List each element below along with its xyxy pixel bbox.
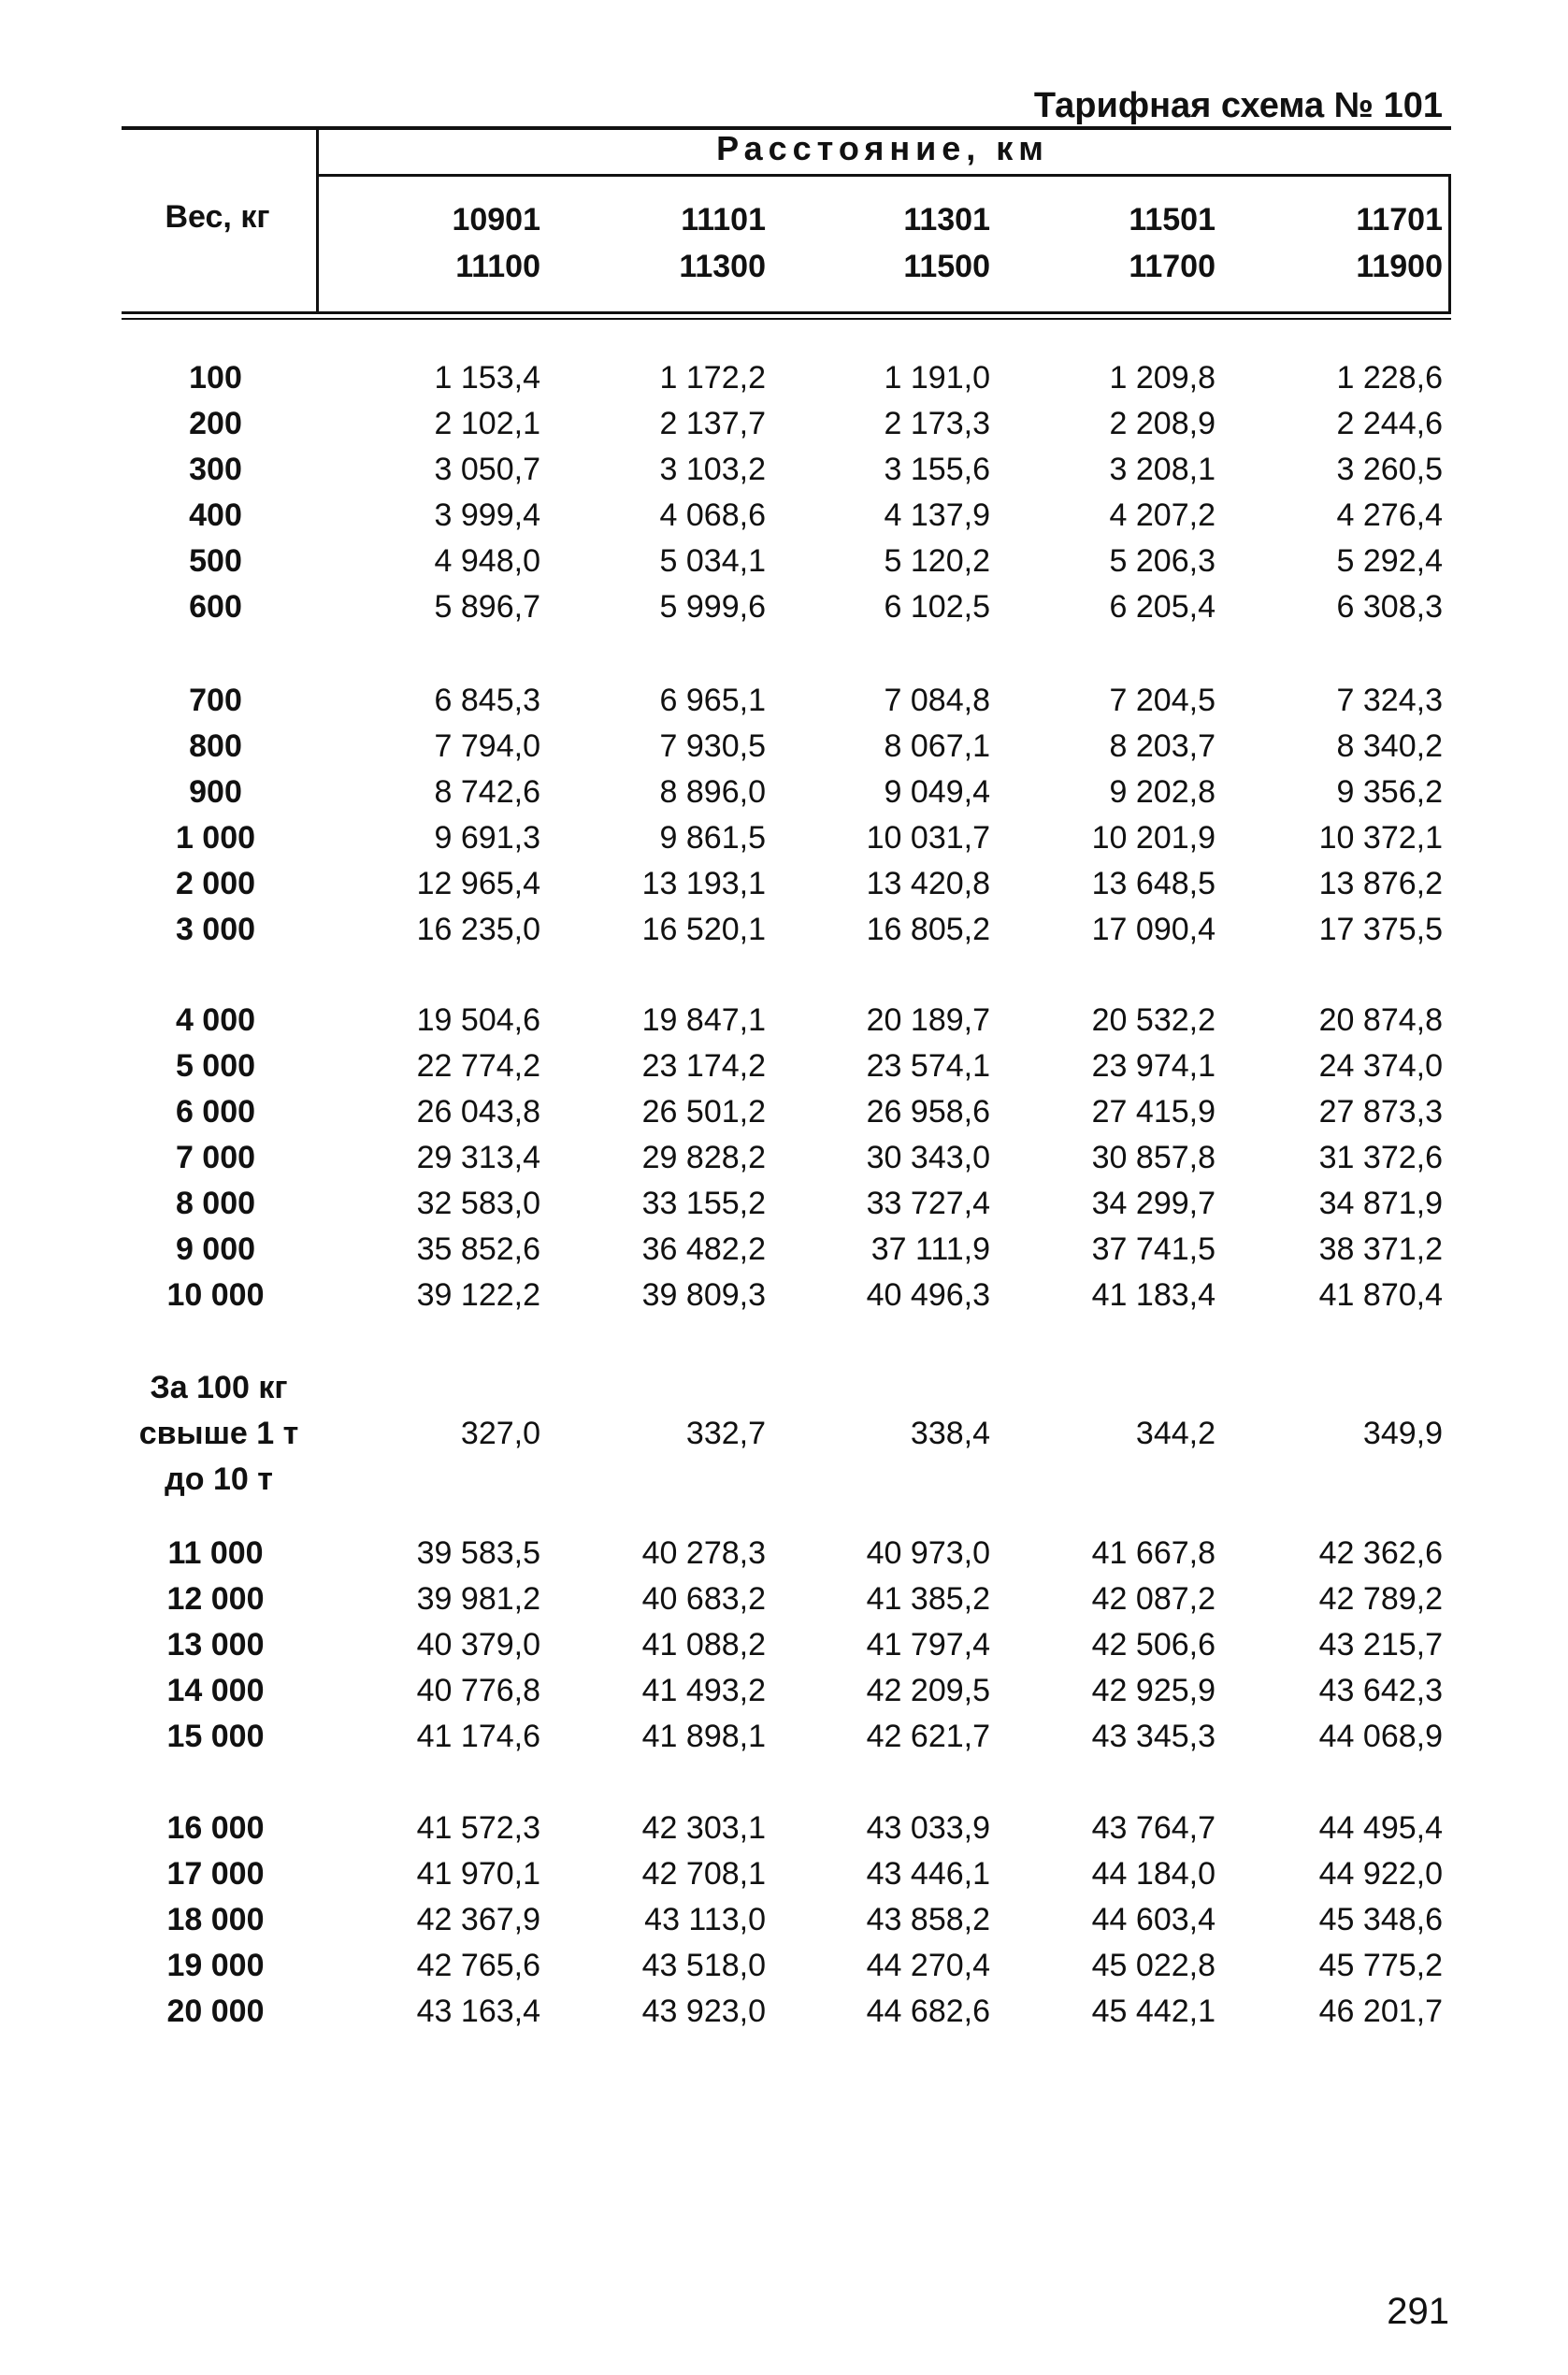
weight-label: 9 000 — [175, 1231, 256, 1267]
header-bottom-rule-1 — [122, 311, 1451, 314]
weight-label: 300 — [189, 452, 242, 487]
tariff-cell: 42 087,2 — [1091, 1581, 1216, 1617]
range-to: 11900 — [1356, 249, 1443, 284]
tariff-cell: 33 727,4 — [866, 1186, 990, 1221]
tariff-cell: 1 228,6 — [1336, 360, 1443, 396]
tariff-cell: 13 876,2 — [1318, 866, 1443, 901]
weight-label: 13 000 — [166, 1627, 265, 1662]
tariff-cell: 6 845,3 — [434, 683, 540, 718]
tariff-cell: 45 442,1 — [1091, 1994, 1216, 2029]
tariff-cell: 10 372,1 — [1318, 820, 1443, 856]
tariff-cell: 9 356,2 — [1336, 774, 1443, 810]
tariff-cell: 41 493,2 — [641, 1673, 766, 1708]
tariff-cell: 43 345,3 — [1091, 1719, 1216, 1754]
tariff-cell: 32 583,0 — [416, 1186, 540, 1221]
tariff-cell: 16 805,2 — [866, 912, 990, 947]
tariff-cell: 43 215,7 — [1318, 1627, 1443, 1662]
tariff-cell: 40 379,0 — [416, 1627, 540, 1662]
tariff-cell: 42 209,5 — [866, 1673, 990, 1708]
tariff-cell: 39 809,3 — [641, 1277, 766, 1313]
tariff-cell: 5 292,4 — [1336, 543, 1443, 579]
weight-label: 16 000 — [166, 1810, 265, 1846]
tariff-cell: 3 103,2 — [659, 452, 766, 487]
distance-underline — [316, 174, 1451, 177]
tariff-cell: 3 050,7 — [434, 452, 540, 487]
range-to: 11700 — [1129, 249, 1216, 284]
tariff-cell: 40 683,2 — [641, 1581, 766, 1617]
tariff-cell: 36 482,2 — [641, 1231, 766, 1267]
tariff-cell: 35 852,6 — [416, 1231, 540, 1267]
range-to: 11500 — [903, 249, 990, 284]
header-right-border — [1448, 174, 1451, 314]
tariff-cell: 20 189,7 — [866, 1002, 990, 1038]
tariff-cell: 39 981,2 — [416, 1581, 540, 1617]
tariff-cell: 5 206,3 — [1109, 543, 1216, 579]
tariff-cell: 42 708,1 — [641, 1856, 766, 1892]
tariff-cell: 45 348,6 — [1318, 1902, 1443, 1937]
tariff-cell: 29 828,2 — [641, 1140, 766, 1175]
tariff-cell: 7 930,5 — [659, 728, 766, 764]
tariff-cell: 39 122,2 — [416, 1277, 540, 1313]
tariff-cell: 4 068,6 — [659, 497, 766, 533]
tariff-cell: 42 362,6 — [1318, 1535, 1443, 1571]
page-number: 291 — [1387, 2291, 1449, 2332]
tariff-cell: 6 308,3 — [1336, 589, 1443, 625]
tariff-cell: 7 794,0 — [434, 728, 540, 764]
tariff-cell: 41 183,4 — [1091, 1277, 1216, 1313]
tariff-cell: 3 260,5 — [1336, 452, 1443, 487]
tariff-cell: 23 574,1 — [866, 1048, 990, 1084]
tariff-cell: 7 324,3 — [1336, 683, 1443, 718]
weight-label: 12 000 — [166, 1581, 265, 1617]
tariff-cell: 3 155,6 — [884, 452, 990, 487]
tariff-cell: 17 375,5 — [1318, 912, 1443, 947]
tariff-cell: 2 173,3 — [884, 406, 990, 441]
tariff-cell: 4 276,4 — [1336, 497, 1443, 533]
tariff-cell: 42 303,1 — [641, 1810, 766, 1846]
tariff-cell: 34 299,7 — [1091, 1186, 1216, 1221]
tariff-cell: 43 923,0 — [641, 1994, 766, 2029]
tariff-cell: 6 102,5 — [884, 589, 990, 625]
tariff-cell: 44 922,0 — [1318, 1856, 1443, 1892]
tariff-cell: 42 367,9 — [416, 1902, 540, 1937]
tariff-cell: 38 371,2 — [1318, 1231, 1443, 1267]
range-from: 11101 — [681, 202, 766, 238]
tariff-cell: 26 958,6 — [866, 1094, 990, 1130]
weight-label: 2 000 — [175, 866, 256, 901]
tariff-cell: 3 208,1 — [1109, 452, 1216, 487]
tariff-cell: 43 518,0 — [641, 1948, 766, 1983]
tariff-cell: 42 765,6 — [416, 1948, 540, 1983]
per-100kg-value: 349,9 — [1362, 1416, 1443, 1451]
tariff-cell: 10 031,7 — [866, 820, 990, 856]
tariff-cell: 6 965,1 — [659, 683, 766, 718]
per-100kg-value: 332,7 — [685, 1416, 766, 1451]
tariff-cell: 2 208,9 — [1109, 406, 1216, 441]
tariff-cell: 37 741,5 — [1091, 1231, 1216, 1267]
tariff-cell: 40 278,3 — [641, 1535, 766, 1571]
tariff-cell: 44 682,6 — [866, 1994, 990, 2029]
tariff-cell: 43 113,0 — [644, 1902, 766, 1937]
tariff-cell: 43 642,3 — [1318, 1673, 1443, 1708]
weight-label: 3 000 — [175, 912, 256, 947]
weight-label: 500 — [189, 543, 242, 579]
tariff-cell: 3 999,4 — [434, 497, 540, 533]
tariff-cell: 8 340,2 — [1336, 728, 1443, 764]
tariff-cell: 42 621,7 — [866, 1719, 990, 1754]
tariff-cell: 2 102,1 — [434, 406, 540, 441]
tariff-cell: 2 244,6 — [1336, 406, 1443, 441]
weight-label: 4 000 — [175, 1002, 256, 1038]
weight-label: 6 000 — [175, 1094, 256, 1130]
range-from: 11501 — [1129, 202, 1216, 238]
tariff-cell: 13 193,1 — [641, 866, 766, 901]
tariff-cell: 9 049,4 — [884, 774, 990, 810]
range-from: 11301 — [903, 202, 990, 238]
tariff-cell: 16 235,0 — [416, 912, 540, 947]
tariff-cell: 24 374,0 — [1318, 1048, 1443, 1084]
tariff-cell: 41 970,1 — [416, 1856, 540, 1892]
tariff-cell: 44 603,4 — [1091, 1902, 1216, 1937]
tariff-cell: 23 174,2 — [641, 1048, 766, 1084]
tariff-cell: 45 022,8 — [1091, 1948, 1216, 1983]
tariff-cell: 41 667,8 — [1091, 1535, 1216, 1571]
tariff-cell: 41 088,2 — [641, 1627, 766, 1662]
tariff-cell: 44 068,9 — [1318, 1719, 1443, 1754]
range-from: 10901 — [452, 202, 540, 238]
tariff-cell: 37 111,9 — [870, 1231, 990, 1267]
range-from: 11701 — [1356, 202, 1443, 238]
tariff-cell: 44 495,4 — [1318, 1810, 1443, 1846]
tariff-cell: 2 137,7 — [659, 406, 766, 441]
tariff-cell: 12 965,4 — [416, 866, 540, 901]
tariff-cell: 4 207,2 — [1109, 497, 1216, 533]
tariff-cell: 19 847,1 — [641, 1002, 766, 1038]
tariff-cell: 9 861,5 — [659, 820, 766, 856]
weight-label: 17 000 — [166, 1856, 265, 1892]
tariff-cell: 4 137,9 — [884, 497, 990, 533]
weight-label: 100 — [189, 360, 242, 396]
tariff-cell: 1 172,2 — [659, 360, 766, 396]
tariff-cell: 30 857,8 — [1091, 1140, 1216, 1175]
tariff-cell: 26 501,2 — [641, 1094, 766, 1130]
scheme-title: Тарифная схема № 101 — [1033, 86, 1443, 125]
tariff-cell: 44 270,4 — [866, 1948, 990, 1983]
per-100kg-label: свыше 1 т — [138, 1416, 299, 1451]
tariff-cell: 41 870,4 — [1318, 1277, 1443, 1313]
tariff-cell: 1 153,4 — [434, 360, 540, 396]
tariff-cell: 5 120,2 — [884, 543, 990, 579]
tariff-cell: 22 774,2 — [416, 1048, 540, 1084]
tariff-cell: 27 415,9 — [1091, 1094, 1216, 1130]
tariff-cell: 43 163,4 — [416, 1994, 540, 2029]
tariff-cell: 34 871,9 — [1318, 1186, 1443, 1221]
tariff-cell: 8 896,0 — [659, 774, 766, 810]
weight-label: 15 000 — [166, 1719, 265, 1754]
tariff-cell: 7 204,5 — [1109, 683, 1216, 718]
tariff-cell: 41 898,1 — [641, 1719, 766, 1754]
tariff-cell: 26 043,8 — [416, 1094, 540, 1130]
per-100kg-value: 327,0 — [460, 1416, 540, 1451]
weight-label: 14 000 — [166, 1673, 265, 1708]
tariff-cell: 13 648,5 — [1091, 866, 1216, 901]
tariff-cell: 4 948,0 — [434, 543, 540, 579]
tariff-cell: 5 034,1 — [659, 543, 766, 579]
weight-label: 10 000 — [166, 1277, 265, 1313]
tariff-cell: 7 084,8 — [884, 683, 990, 718]
distance-header: Расстояние, км — [716, 129, 1049, 167]
weight-label: 20 000 — [166, 1994, 265, 2029]
tariff-cell: 19 504,6 — [416, 1002, 540, 1038]
tariff-cell: 42 506,6 — [1091, 1627, 1216, 1662]
tariff-cell: 1 209,8 — [1109, 360, 1216, 396]
tariff-cell: 33 155,2 — [641, 1186, 766, 1221]
tariff-cell: 20 874,8 — [1318, 1002, 1443, 1038]
tariff-cell: 9 691,3 — [434, 820, 540, 856]
tariff-cell: 27 873,3 — [1318, 1094, 1443, 1130]
tariff-cell: 10 201,9 — [1091, 820, 1216, 856]
weight-label: 900 — [189, 774, 242, 810]
per-100kg-label: За 100 кг — [150, 1370, 288, 1405]
weight-label: 5 000 — [175, 1048, 256, 1084]
tariff-cell: 29 313,4 — [416, 1140, 540, 1175]
weight-label: 200 — [189, 406, 242, 441]
tariff-cell: 9 202,8 — [1109, 774, 1216, 810]
tariff-cell: 39 583,5 — [416, 1535, 540, 1571]
tariff-cell: 42 789,2 — [1318, 1581, 1443, 1617]
tariff-cell: 45 775,2 — [1318, 1948, 1443, 1983]
tariff-cell: 5 999,6 — [659, 589, 766, 625]
weight-label: 19 000 — [166, 1948, 265, 1983]
tariff-cell: 41 797,4 — [866, 1627, 990, 1662]
tariff-cell: 8 067,1 — [884, 728, 990, 764]
weight-label: 1 000 — [175, 820, 256, 856]
header-bottom-rule-2 — [122, 318, 1451, 320]
tariff-cell: 43 764,7 — [1091, 1810, 1216, 1846]
tariff-cell: 44 184,0 — [1091, 1856, 1216, 1892]
tariff-cell: 13 420,8 — [866, 866, 990, 901]
weight-label: 400 — [189, 497, 242, 533]
weight-label: 11 000 — [167, 1535, 264, 1571]
tariff-cell: 17 090,4 — [1091, 912, 1216, 947]
tariff-cell: 41 572,3 — [416, 1810, 540, 1846]
tariff-cell: 31 372,6 — [1318, 1140, 1443, 1175]
tariff-cell: 6 205,4 — [1109, 589, 1216, 625]
tariff-cell: 43 033,9 — [866, 1810, 990, 1846]
weight-label: 8 000 — [175, 1186, 256, 1221]
weight-label: 800 — [189, 728, 242, 764]
tariff-cell: 41 174,6 — [416, 1719, 540, 1754]
tariff-cell: 40 496,3 — [866, 1277, 990, 1313]
weight-label: 7 000 — [175, 1140, 256, 1175]
tariff-cell: 16 520,1 — [641, 912, 766, 947]
range-to: 11100 — [455, 249, 540, 284]
weight-header: Вес, кг — [165, 199, 270, 235]
tariff-cell: 43 446,1 — [866, 1856, 990, 1892]
tariff-cell: 41 385,2 — [866, 1581, 990, 1617]
tariff-cell: 40 973,0 — [866, 1535, 990, 1571]
tariff-cell: 20 532,2 — [1091, 1002, 1216, 1038]
per-100kg-label: до 10 т — [165, 1461, 273, 1497]
weight-label: 18 000 — [166, 1902, 265, 1937]
per-100kg-value: 338,4 — [910, 1416, 990, 1451]
tariff-cell: 23 974,1 — [1091, 1048, 1216, 1084]
tariff-cell: 40 776,8 — [416, 1673, 540, 1708]
tariff-cell: 42 925,9 — [1091, 1673, 1216, 1708]
weight-label: 700 — [189, 683, 242, 718]
tariff-cell: 8 203,7 — [1109, 728, 1216, 764]
tariff-cell: 1 191,0 — [884, 360, 990, 396]
tariff-cell: 5 896,7 — [434, 589, 540, 625]
per-100kg-value: 344,2 — [1135, 1416, 1216, 1451]
tariff-cell: 8 742,6 — [434, 774, 540, 810]
tariff-cell: 30 343,0 — [866, 1140, 990, 1175]
tariff-cell: 43 858,2 — [866, 1902, 990, 1937]
weight-label: 600 — [189, 589, 242, 625]
tariff-cell: 46 201,7 — [1318, 1994, 1443, 2029]
range-to: 11300 — [679, 249, 766, 284]
